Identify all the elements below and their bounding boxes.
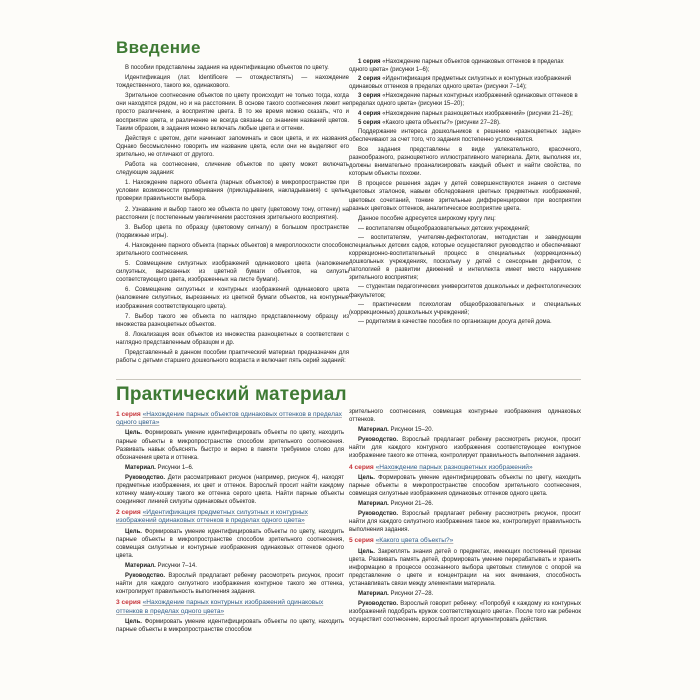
- task-item: 5. Совмещение силуэтных изображений одинакового цвета (наложение силуэтных, вырезанных из цветной бумаги объектов, на силуэты соответствующего цвета, изображенных на листе бумаги).: [116, 261, 349, 284]
- intro-paragraph: Поддержание интереса дошкольников к решению «разноцветных задач» обеспечивают за счет того, что задания постепенно усложняются.: [349, 128, 581, 143]
- series-description: «Какого цвета объекты?» (рисунки 27–28).: [382, 119, 501, 126]
- series-material: [116, 562, 344, 570]
- intro-paragraph: Представленный в данном пособии практический материал предназначен для работы с детьми старшего дошкольного возраста и включает пять серий заданий:: [116, 350, 349, 365]
- guide-label: Руководство.: [125, 474, 166, 481]
- intro-paragraph: В пособии представлены задания на идентификацию объектов по цвету.: [125, 65, 329, 71]
- series-material: [349, 590, 581, 598]
- guide-text: Взрослый предлагает ребенку рассмотреть рисунок, просит найти для каждого силуэтного изображения такое же, контролирует правильность выполнения задания.: [349, 511, 581, 534]
- goal-text: Формировать умение идентифицировать объекты по цвету, находить парные объекты в микропространстве способом зрительного соотнесения, совмещая силуэтные изображения одинаковых оттенков одного цвета.: [349, 474, 581, 497]
- material-text: Рисунки 21–26.: [390, 501, 434, 508]
- guide-label: Руководство.: [358, 437, 399, 444]
- audience-item: — воспитателям общеобразовательных детских учреждений;: [358, 225, 530, 232]
- series-list-item: [349, 92, 581, 108]
- audience-item: — студентам педагогических университетов дошкольных и дефектологических факультетов;: [349, 284, 581, 299]
- material-label: Материал.: [358, 501, 389, 508]
- series-description: «Нахождение парных контурных изображений одинаковых оттенков в пределах одного цвета» (рисунки 15–20);: [349, 93, 578, 108]
- series-material: [349, 500, 581, 508]
- series-list-item: [349, 75, 581, 91]
- series-guide: [116, 474, 344, 506]
- task-item: 3. Выбор цвета по образцу (цветовому сигналу) в большом пространстве (подвижные игры).: [116, 224, 349, 239]
- section-divider: [116, 379, 581, 380]
- series-list-item: [349, 110, 581, 118]
- material-text: Рисунки 15–20.: [390, 427, 434, 434]
- series-continuation: зрительного соотнесения, совмещая контурные изображения одинаковых оттенков.: [349, 409, 581, 424]
- series-number: 5 серия: [358, 119, 381, 126]
- goal-label: Цель.: [358, 474, 375, 481]
- series-material: [349, 426, 581, 434]
- series-number: 5 серия: [349, 537, 374, 545]
- task-item: 2. Узнавание и выбор такого же объекта по цвету (цветовому тону, оттенку) на расстоянии (с постепенным увеличением расстояния зрительного восприятия).: [116, 206, 349, 221]
- material-label: Материал.: [125, 464, 156, 471]
- series-material: [116, 464, 344, 472]
- series-guide: [349, 510, 581, 534]
- series-description: «Нахождение парных объектов одинаковых оттенков в пределах одного цвета» (рисунки 1–6);: [349, 59, 564, 74]
- series-heading: [116, 411, 344, 427]
- series-list-item: [349, 58, 581, 74]
- series-guide: [349, 436, 581, 460]
- series-number: 1 серия: [116, 411, 141, 418]
- intro-paragraph: В процессе решения задач у детей совершенствуются знания о системе цветовых эталонов, навыки обследования цветных предметных изображений, цветовых сочетаний, тонкие зрительные дифференцировки при восприятии разных цветовых оттенков, аналитическое восприятие цвета.: [349, 181, 581, 212]
- series-number: 3 серия: [358, 93, 381, 100]
- material-label: Материал.: [125, 563, 156, 570]
- series-number: 3 серия: [116, 599, 141, 607]
- audience-list: [349, 225, 581, 326]
- goal-label: Цель.: [125, 528, 142, 535]
- series-number: 2 серия: [116, 509, 141, 517]
- series-list-item: [349, 119, 581, 127]
- goal-text: Формировать умение идентифицировать объекты по цвету, находить парные объекты в микропространстве способом зрительного соотнесения. Развивать навык объяснять быстро и верно в памяти требуемое слово для обозначения цвета и оттенка.: [116, 430, 344, 461]
- series-heading: [116, 599, 344, 615]
- intro-paragraph: Работа на соотнесение, сличение объектов по цвету может включать следующие задания:: [116, 162, 349, 177]
- material-text: Рисунки 27–28.: [390, 591, 434, 598]
- intro-paragraph: Данное пособие адресуется широкому кругу лиц:: [358, 215, 496, 222]
- guide-label: Руководство.: [358, 511, 399, 518]
- task-item: 1. Нахождение парного объекта (парных объектов) в микропространстве при условии возможности примеривания (прикладывания, накладывания) с целью проверки правильности выбора.: [116, 180, 349, 203]
- guide-text: Дети рассматривают рисунок (например, рисунок 4), находят предметные изображения, их цвет и оттенок. Взрослый просит найти каждому котенку маму-кошку такого же оттенка серого цвета. Найти парные объекты соединяют линией силуэты одинаковых объектов.: [116, 474, 344, 506]
- series-goal: [116, 429, 344, 461]
- guide-label: Руководство.: [125, 573, 166, 580]
- task-item: 7. Выбор такого же объекта по наглядно представленному образцу из множества разноцветных объектов.: [116, 313, 349, 328]
- practical-heading: Практический материал: [116, 384, 347, 405]
- series-title: «Нахождение парных объектов одинаковых оттенков в пределах одного цвета»: [116, 411, 342, 427]
- series-number: 4 серия: [358, 110, 381, 117]
- goal-label: Цель.: [125, 618, 142, 625]
- practical-column-right: [349, 408, 581, 626]
- guide-text: Взрослый предлагает ребенку рассмотреть рисунок, просит найти для каждого контурного изображения соответствующее контурное изображение такого же оттенка, контролирует правильность выполнения задания.: [349, 437, 581, 460]
- intro-column-left: [116, 38, 349, 367]
- intro-paragraph: Все задания представлены в виде увлекательного, красочного, разнообразного, разноцветного иллюстративного материала. Дети, выполняя их, должны внимательно проанализировать каждый объект и найти свойства, по которым объекты похожи.: [349, 146, 581, 178]
- series-description: «Идентификация предметных силуэтных и контурных изображений одинаковых оттенков в пределах одного цвета» (рисунки 7–14);: [349, 76, 572, 91]
- goal-label: Цель.: [358, 548, 375, 555]
- series-title: «Идентификация предметных силуэтных и контурных изображений одинаковых оттенков в пределах одного цвета»: [116, 509, 308, 525]
- series-goal: [116, 528, 344, 560]
- intro-paragraph: Идентификация (лат. Identificere — отождествлять) — нахождение тождественного, такого же, одинакового.: [116, 75, 349, 90]
- goal-label: Цель.: [125, 430, 142, 437]
- series-description: «Нахождение парных разноцветных изображений» (рисунки 21–26);: [382, 110, 573, 117]
- series-number: 4 серия: [349, 463, 374, 471]
- task-item: 4. Нахождение парного объекта (парных объектов) в микроплоскости способом зрительного соотнесения.: [116, 242, 349, 257]
- task-item: 6. Совмещение силуэтных и контурных изображений одинакового цвета (наложение силуэтных, вырезанных из цветной бумаги объектов, на контурные изображения соответствующего цвета).: [116, 287, 349, 310]
- practical-column-left: [116, 408, 344, 636]
- series-guide: [116, 572, 344, 596]
- audience-item: — воспитателям, учителям-дефектологам, методистам и заведующим специальных детских садов, которые осуществляют руководство и обеспечивают коррекционно-воспитательный процесс в специальных (коррекционных) дошкольных учреждениях, поскольку у детей с сенсорным дефектом, с патологией в развитии движений и интеллекта имеет место нарушение зрительного восприятия;: [349, 234, 581, 282]
- series-title: «Нахождение парных контурных изображений одинаковых оттенков в пределах одного цвета»: [116, 599, 324, 615]
- goal-text: Формировать умение идентифицировать объекты по цвету, находить парные объекты в микропространстве способом зрительного соотнесения, совмещая силуэтные и контурные изображения одинаковых оттенков одного цвета.: [116, 528, 344, 559]
- series-number: 1 серия: [358, 59, 381, 65]
- intro-paragraph: Зрительное соотнесение объектов по цвету происходит не только тогда, когда они находятся рядом, но и на расстоянии. В основе такого соотнесения лежит не просто различение, а восприятие цвета. В то же время можно сказать, что и восприятие цвета, и различение не всегда связаны со знанием названий цветов. Таким образом, в задания можно включать любые цвета и оттенки.: [116, 93, 349, 132]
- series-title: «Нахождение парных разноцветных изображений»: [375, 463, 533, 471]
- guide-text: Взрослый говорит ребенку: «Попробуй к каждому из контурных изображений подобрать кружок соответствующего цвета». После того как ребенок осуществит соотнесение, взрослый просит аргументировать действия.: [349, 601, 581, 624]
- series-title: «Какого цвета объекты?»: [375, 537, 454, 545]
- task-item: 8. Локализация всех объектов из множества разноцветных в соответствии с наглядно представленным образцом и др.: [116, 331, 349, 346]
- series-goal: [349, 474, 581, 498]
- series-heading: [116, 509, 344, 525]
- material-label: Материал.: [358, 427, 389, 434]
- guide-text: Взрослый предлагает ребенку рассмотреть рисунок, просит найти для каждого силуэтного изображения контурное такого же оттенка, контролирует правильность выполнения задания.: [116, 573, 344, 596]
- series-heading: [349, 464, 581, 472]
- goal-text: Формировать умение идентифицировать объекты по цвету, находить парные объекты в микропространстве способом: [116, 618, 344, 633]
- series-goal: [116, 618, 344, 634]
- intro-paragraph: Действуя с цветом, дети начинают запоминать и свои цвета, и их названия. Однако бессмысленно говорить им название цвета, если они не выделяют его зрительно, не отличают от другого.: [116, 135, 349, 158]
- guide-label: Руководство.: [358, 601, 399, 608]
- series-goal: [349, 548, 581, 588]
- intro-heading: Введение: [116, 38, 201, 57]
- material-text: Рисунки 7–14.: [157, 563, 197, 570]
- material-text: Рисунки 1–6.: [157, 464, 194, 471]
- goal-text: Закреплять знания детей о предметах, имеющих постоянный признак цвета. Развивать память детей, формировать умение перерабатывать и хранить информацию в процессе осознанного выбора цветовых стимулов с опорой на представление о цвете и концентрации на них внимания, способность устанавливать связи между элементами материала.: [349, 548, 581, 587]
- material-label: Материал.: [358, 591, 389, 598]
- audience-item: — практическим психологам общеобразовательных и специальных (коррекционных) дошкольных учреждений;: [349, 301, 581, 316]
- audience-item: — родителям в качестве пособия по организации досуга детей дома.: [358, 318, 552, 325]
- series-heading: [349, 537, 581, 545]
- intro-column-right: [349, 58, 581, 327]
- series-guide: [349, 600, 581, 624]
- series-number: 2 серия: [358, 76, 381, 83]
